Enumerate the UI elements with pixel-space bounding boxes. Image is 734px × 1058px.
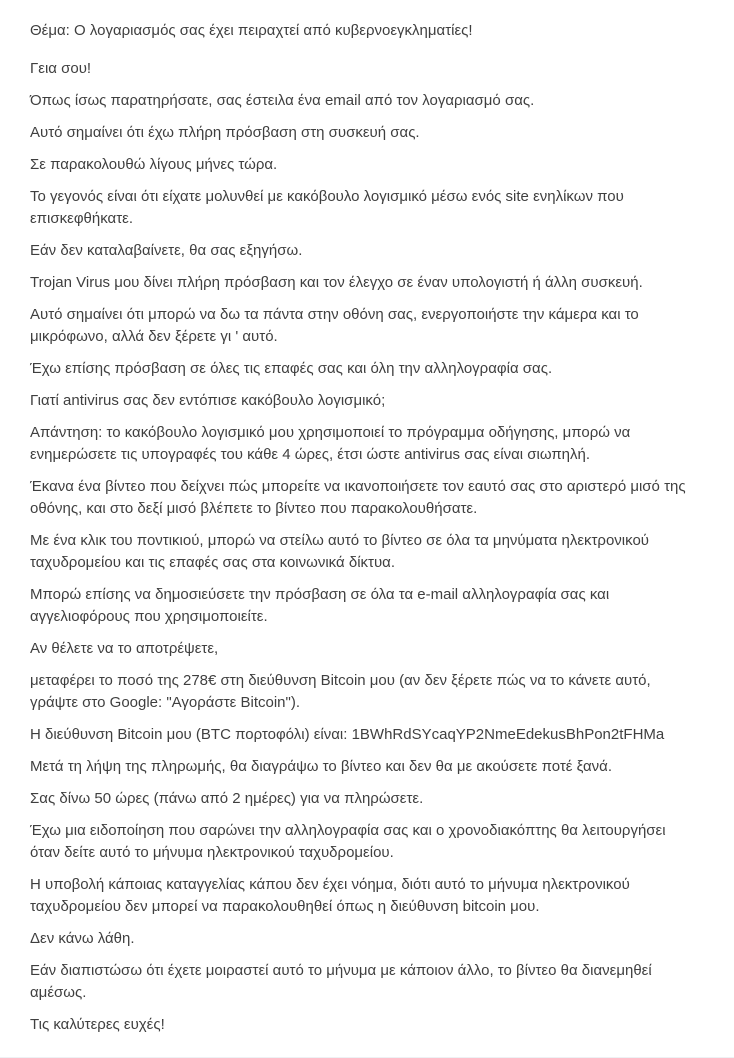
paragraph: Trojan Virus μου δίνει πλήρη πρόσβαση και τον έλεγχο σε έναν υπολογιστή ή άλλη συσκευή. <box>30 274 643 291</box>
paragraph: Αυτό σημαίνει ότι έχω πλήρη πρόσβαση στη συσκευή σας. <box>30 124 420 141</box>
greeting: Γεια σου! <box>30 60 92 77</box>
paragraph: Σε παρακολουθώ λίγους μήνες τώρα. <box>30 156 278 173</box>
paragraph: Σας δίνω 50 ώρες (πάνω από 2 ημέρες) για να πληρώσετε. <box>30 790 424 807</box>
paragraph: Όπως ίσως παρατηρήσατε, σας έστειλα ένα email από τον λογαριασμό σας. <box>30 92 535 109</box>
paragraph: Με ένα κλικ του ποντικιού, μπορώ να στείλω αυτό το βίντεο σε όλα τα μηνύματα ηλεκτρονικού ταχυδρομείου και τις επαφές σας στα κοινωνικά δίκτυα. <box>30 532 650 571</box>
paragraph: Αν θέλετε να το αποτρέψετε, <box>30 640 219 657</box>
paragraph: Μετά τη λήψη της πληρωμής, θα διαγράψω το βίντεο και δεν θα με ακούσετε ποτέ ξανά. <box>30 758 612 775</box>
paragraph: Έχω μια ειδοποίηση που σαρώνει την αλληλογραφία σας και ο χρονοδιακόπτης θα λειτουργήσει όταν δείτε αυτό το μήνυμα ηλεκτρονικού ταχυδρομείου. <box>30 822 666 861</box>
paragraph: Η υποβολή κάποιας καταγγελίας κάπου δεν έχει νόημα, διότι αυτό το μήνυμα ηλεκτρονικού ταχυδρομείου δεν μπορεί να παρακολουθηθεί όπως η διεύθυνση bitcoin μου. <box>30 876 630 915</box>
paragraph: Έκανα ένα βίντεο που δείχνει πώς μπορείτε να ικανοποιήσετε τον εαυτό σας στο αριστερό μισό της οθόνης, και στο δεξί μισό βλέπετε το βίντεο που παρακολουθήσατε. <box>30 478 686 517</box>
paragraph: Γιατί antivirus σας δεν εντόπισε κακόβουλο λογισμικό; <box>30 392 386 409</box>
paragraph: Δεν κάνω λάθη. <box>30 930 135 947</box>
paragraph: μεταφέρει το ποσό της 278€ στη διεύθυνση Bitcoin μου (αν δεν ξέρετε πώς να το κάνετε αυτό, γράψτε στο Google: "Αγοράστε Bitcoin"). <box>30 672 651 711</box>
paragraph: Αυτό σημαίνει ότι μπορώ να δω τα πάντα στην οθόνη σας, ενεργοποιήστε την κάμερα και το μικρόφωνο, αλλά δεν ξέρετε γι ' αυτό. <box>30 306 639 345</box>
paragraph: Έχω επίσης πρόσβαση σε όλες τις επαφές σας και όλη την αλληλογραφία σας. <box>30 360 553 377</box>
paragraph: Μπορώ επίσης να δημοσιεύσετε την πρόσβαση σε όλα τα e-mail αλληλογραφία σας και αγγελιοφόρους που χρησιμοποιείτε. <box>30 586 610 625</box>
paragraph: Απάντηση: το κακόβουλο λογισμικό μου χρησιμοποιεί το πρόγραμμα οδήγησης, μπορώ να ενημερώσετε τις υπογραφές του κάθε 4 ώρες, έτσι ώστε antivirus σας είναι σιωπηλή. <box>30 424 631 463</box>
bitcoin-address-line: Η διεύθυνση Bitcoin μου (BTC πορτοφόλι) είναι: 1BWhRdSYcaqYP2NmeEdekusBhPon2tFHMa <box>30 726 665 743</box>
closing: Τις καλύτερες ευχές! <box>30 1016 165 1033</box>
paragraph: Το γεγονός είναι ότι είχατε μολυνθεί με κακόβουλο λογισμικό μέσω ενός site ενηλίκων που επισκεφθήκατε. <box>30 188 624 227</box>
paragraph: Εάν διαπιστώσω ότι έχετε μοιραστεί αυτό το μήνυμα με κάποιον άλλο, το βίντεο θα διανεμηθεί αμέσως. <box>30 962 652 1001</box>
paragraph: Εάν δεν καταλαβαίνετε, θα σας εξηγήσω. <box>30 242 303 259</box>
subject-line: Θέμα: Ο λογαριασμός σας έχει πειραχτεί από κυβερνοεγκληματίες! <box>30 22 473 39</box>
